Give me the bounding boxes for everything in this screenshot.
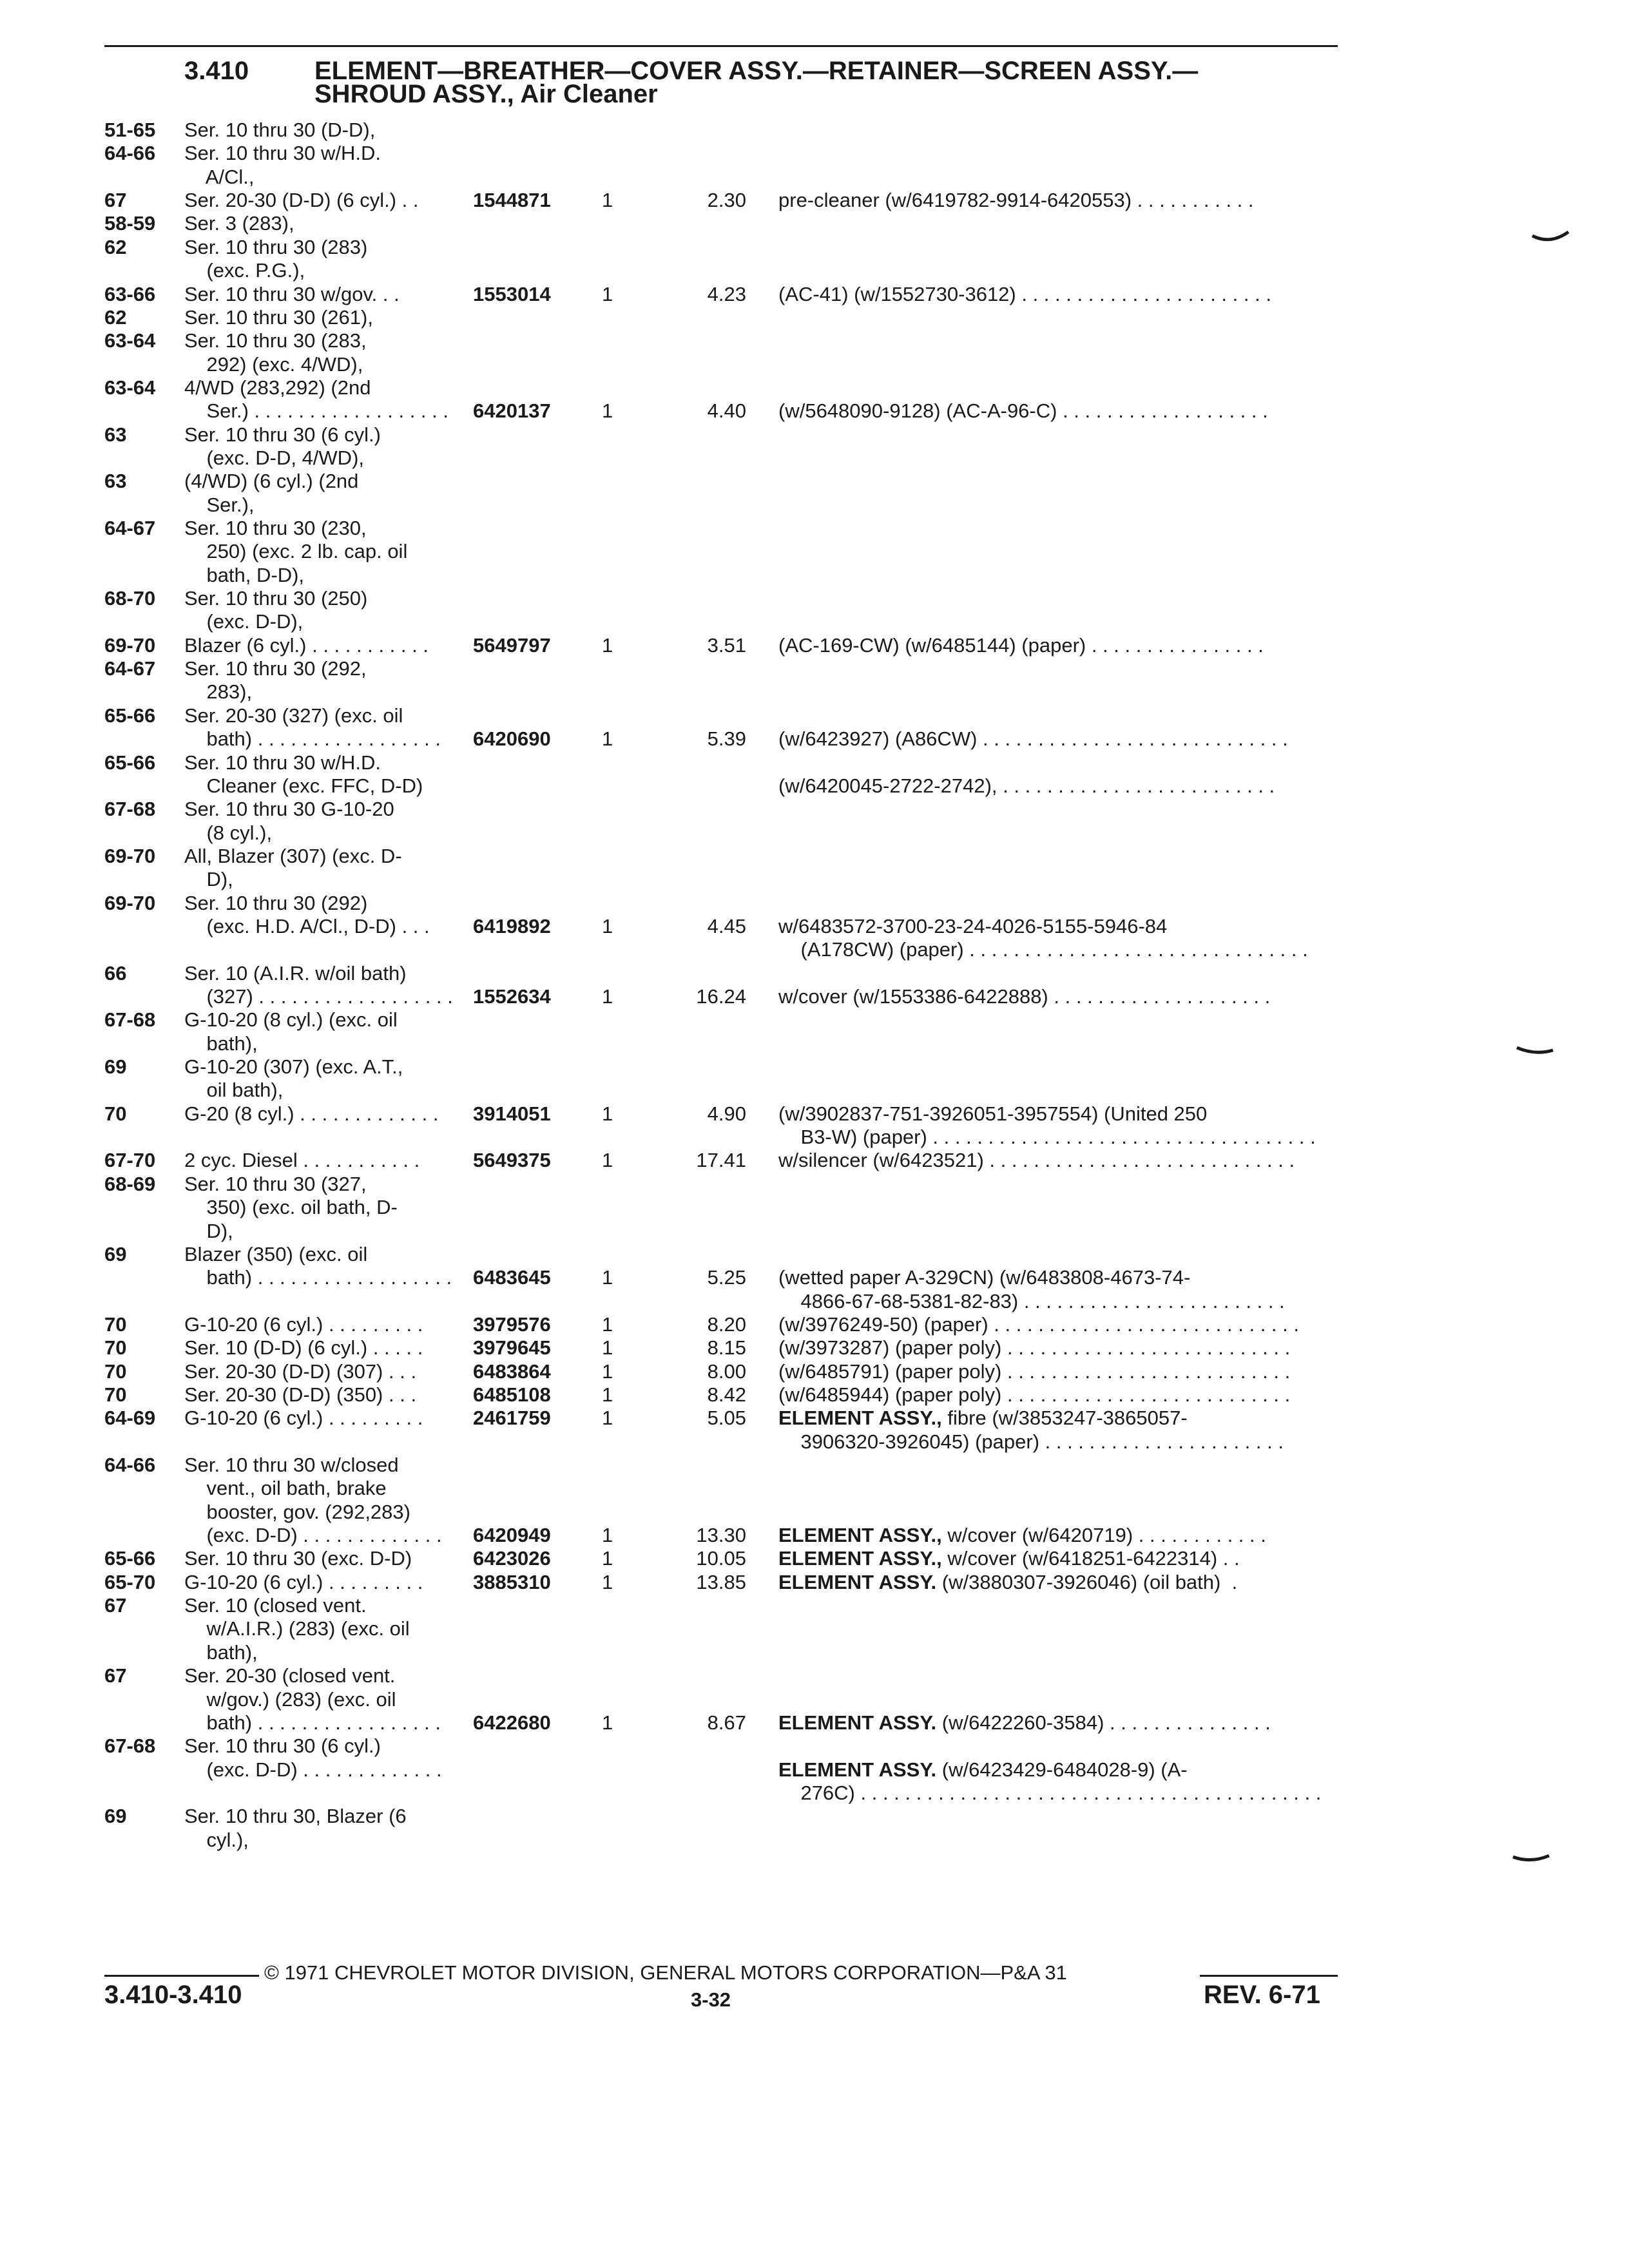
year-range: 67 xyxy=(104,1664,127,1687)
application-text: Ser. 10 thru 30 (283) xyxy=(184,235,368,258)
quantity: 1 xyxy=(602,1336,613,1360)
application-text: Ser. 10 thru 30 (6 cyl.) xyxy=(184,423,381,446)
remarks-heading: ELEMENT ASSY. xyxy=(778,1711,937,1734)
application-text: Ser. 10 thru 30 (exc. D-D) xyxy=(184,1547,412,1570)
application-text: Ser. 10 thru 30 (327, xyxy=(184,1172,367,1195)
binding-mark-3 xyxy=(1512,1853,1550,1866)
application-text: Ser. 20-30 (D-D) (307) . . . xyxy=(184,1360,417,1383)
year-range: 63-66 xyxy=(104,282,156,305)
application-text: Ser. 10 thru 30 (6 cyl.) xyxy=(184,1735,381,1758)
part-number: 1553014 xyxy=(473,282,551,305)
remarks-detail: w/cover (w/6420719) . . . . . . . . . . . . xyxy=(941,1524,1266,1546)
list-price: 10.05 xyxy=(696,1547,746,1570)
list-price: 5.39 xyxy=(707,727,746,751)
footer-rule-right xyxy=(1200,1975,1338,1977)
application-text: Ser. 10 (A.I.R. w/oil bath) xyxy=(184,961,407,985)
quantity: 1 xyxy=(602,1266,613,1289)
remarks-text: (w/3973287) (paper poly) . . . . . . . . . . . . . . . . . . . . . . . . . . xyxy=(778,1336,1291,1360)
list-price: 8.67 xyxy=(707,1711,746,1734)
remarks-text: (w/6485944) (paper poly) . . . . . . . . . . . . . . . . . . . . . . . . . . xyxy=(778,1383,1291,1406)
application-text: Ser. 20-30 (closed vent. xyxy=(184,1664,396,1687)
remarks-text: 276C) . . . . . . . . . . . . . . . . . . . . . . . . . . . . . . . . . . . . . . . . . . xyxy=(778,1781,1322,1804)
application-text: bath), xyxy=(184,1032,258,1055)
part-number: 6422680 xyxy=(473,1711,551,1734)
year-range: 63 xyxy=(104,423,127,446)
list-price: 4.90 xyxy=(707,1102,746,1125)
remarks-text: (A178CW) (paper) . . . . . . . . . . . . . . . . . . . . . . . . . . . . . . . xyxy=(778,938,1308,961)
application-text: Blazer (6 cyl.) . . . . . . . . . . . xyxy=(184,633,429,657)
remarks-detail: (w/6422260-3584) . . . . . . . . . . . . . . . xyxy=(936,1711,1271,1734)
application-text: Ser. 10 thru 30 G-10-20 xyxy=(184,798,394,821)
part-number: 5649797 xyxy=(473,633,551,657)
application-text: w/A.I.R.) (283) (exc. oil xyxy=(184,1617,410,1640)
list-price: 4.40 xyxy=(707,399,746,423)
application-text: Ser. 10 thru 30 (292) xyxy=(184,891,368,914)
list-price: 13.30 xyxy=(696,1524,746,1546)
remarks-heading: ELEMENT ASSY., xyxy=(778,1547,942,1570)
part-number: 3979576 xyxy=(473,1312,551,1336)
application-text: All, Blazer (307) (exc. D- xyxy=(184,844,402,867)
footer-rule-left xyxy=(104,1975,259,1977)
part-number: 1552634 xyxy=(473,985,551,1008)
year-range: 68-69 xyxy=(104,1172,156,1195)
quantity: 1 xyxy=(602,1711,613,1734)
remarks-text: w/cover (w/1553386-6422888) . . . . . . . . . . . . . . . . . . . . xyxy=(778,985,1271,1008)
year-range: 70 xyxy=(104,1102,127,1125)
application-text: Ser. 10 thru 30 w/gov. . . xyxy=(184,282,400,305)
year-range: 64-66 xyxy=(104,142,156,165)
year-range: 69 xyxy=(104,1805,127,1828)
quantity: 1 xyxy=(602,1102,613,1125)
application-text: (327) . . . . . . . . . . . . . . . . . . xyxy=(184,985,453,1008)
quantity: 1 xyxy=(602,1149,613,1172)
remarks-text: (AC-169-CW) (w/6485144) (paper) . . . . . . . . . . . . . . . . xyxy=(778,633,1264,657)
remarks-text: 4866-67-68-5381-82-83) . . . . . . . . . . . . . . . . . . . . . . . . xyxy=(778,1289,1285,1312)
year-range: 69-70 xyxy=(104,891,156,914)
year-range: 65-70 xyxy=(104,1570,156,1593)
application-text: Ser. 20-30 (327) (exc. oil xyxy=(184,704,403,727)
application-text: G-10-20 (6 cyl.) . . . . . . . . . xyxy=(184,1312,423,1336)
quantity: 1 xyxy=(602,189,613,212)
application-text: (exc. D-D) . . . . . . . . . . . . . xyxy=(184,1758,442,1781)
year-range: 65-66 xyxy=(104,1547,156,1570)
year-range: 62 xyxy=(104,305,127,329)
quantity: 1 xyxy=(602,1570,613,1593)
remarks-text: 3906320-3926045) (paper) . . . . . . . . . . . . . . . . . . . . . . xyxy=(778,1430,1284,1453)
year-range: 66 xyxy=(104,961,127,985)
year-range: 70 xyxy=(104,1336,127,1360)
list-price: 17.41 xyxy=(696,1149,746,1172)
section-title-line2: SHROUD ASSY., Air Cleaner xyxy=(314,80,658,108)
application-text: A/Cl., xyxy=(184,165,255,188)
application-text: G-20 (8 cyl.) . . . . . . . . . . . . . xyxy=(184,1102,439,1125)
year-range: 64-67 xyxy=(104,517,156,539)
year-range: 69-70 xyxy=(104,633,156,657)
application-text: Ser. 10 thru 30, Blazer (6 xyxy=(184,1805,407,1828)
application-text: bath), xyxy=(184,1640,258,1664)
year-range: 70 xyxy=(104,1383,127,1406)
year-range: 63-64 xyxy=(104,329,156,352)
footer-copyright: © 1971 CHEVROLET MOTOR DIVISION, GENERAL MOTORS CORPORATION—P&A 31 xyxy=(264,1961,1067,1984)
application-text: 283), xyxy=(184,680,253,704)
year-range: 65-66 xyxy=(104,751,156,774)
application-text: w/gov.) (283) (exc. oil xyxy=(184,1687,396,1711)
part-number: 3914051 xyxy=(473,1102,551,1125)
list-price: 3.51 xyxy=(707,633,746,657)
remarks-text xyxy=(778,1758,1188,1782)
year-range: 64-66 xyxy=(104,1454,156,1476)
part-number: 6483864 xyxy=(473,1360,551,1383)
footer-page-number: 3-32 xyxy=(691,1988,731,2011)
part-number: 2461759 xyxy=(473,1407,551,1430)
application-text: 350) (exc. oil bath, D- xyxy=(184,1196,398,1219)
list-price: 4.45 xyxy=(707,914,746,937)
remarks-text xyxy=(778,1547,1240,1570)
year-range: 67-68 xyxy=(104,1008,156,1032)
application-text: cyl.), xyxy=(184,1828,249,1851)
year-range: 64-67 xyxy=(104,657,156,680)
application-text: Ser. 20-30 (D-D) (350) . . . xyxy=(184,1383,417,1406)
application-text: G-10-20 (8 cyl.) (exc. oil xyxy=(184,1008,398,1032)
application-text: Ser. 10 thru 30 (250) xyxy=(184,587,368,610)
application-text: Ser. 10 thru 30 (283, xyxy=(184,329,367,352)
remarks-text: pre-cleaner (w/6419782-9914-6420553) . . . . . . . . . . . xyxy=(778,189,1254,212)
application-text: Ser. 10 thru 30 (230, xyxy=(184,517,367,539)
year-range: 70 xyxy=(104,1312,127,1336)
list-price: 2.30 xyxy=(707,189,746,212)
remarks-text: w/silencer (w/6423521) . . . . . . . . . . . . . . . . . . . . . . . . . . . . xyxy=(778,1149,1295,1172)
application-text: (exc. D-D), xyxy=(184,610,304,633)
year-range: 62 xyxy=(104,235,127,258)
part-number: 6420949 xyxy=(473,1524,551,1546)
application-text: 4/WD (283,292) (2nd xyxy=(184,376,371,399)
list-price: 5.25 xyxy=(707,1266,746,1289)
part-number: 6485108 xyxy=(473,1383,551,1406)
application-text: 292) (exc. 4/WD), xyxy=(184,352,363,376)
quantity: 1 xyxy=(602,985,613,1008)
part-number: 6483645 xyxy=(473,1266,551,1289)
binding-mark-2 xyxy=(1516,1045,1554,1058)
list-price: 8.42 xyxy=(707,1383,746,1406)
application-text: bath, D-D), xyxy=(184,563,305,586)
year-range: 69 xyxy=(104,1055,127,1078)
section-number: 3.410 xyxy=(184,57,249,85)
application-text: (exc. D-D) . . . . . . . . . . . . . xyxy=(184,1524,442,1546)
remarks-detail: (w/3880307-3926046) (oil bath) . xyxy=(936,1570,1238,1593)
part-number: 6420137 xyxy=(473,399,551,423)
remarks-heading: ELEMENT ASSY., xyxy=(778,1407,942,1430)
binding-mark-1 xyxy=(1531,231,1570,246)
application-text: (4/WD) (6 cyl.) (2nd xyxy=(184,470,359,493)
quantity: 1 xyxy=(602,399,613,423)
application-text: Ser. 10 thru 30 w/H.D. xyxy=(184,751,381,774)
remarks-text: (w/6485791) (paper poly) . . . . . . . . . . . . . . . . . . . . . . . . . . xyxy=(778,1360,1291,1383)
remarks-text xyxy=(778,1407,1188,1430)
quantity: 1 xyxy=(602,1312,613,1336)
remarks-text xyxy=(778,1524,1266,1547)
remarks-heading: ELEMENT ASSY. xyxy=(778,1758,937,1781)
year-range: 69-70 xyxy=(104,844,156,867)
quantity: 1 xyxy=(602,1547,613,1570)
footer-revision: REV. 6-71 xyxy=(1204,1981,1320,2009)
list-price: 8.15 xyxy=(707,1336,746,1360)
remarks-text: (w/3976249-50) (paper) . . . . . . . . . . . . . . . . . . . . . . . . . . . . xyxy=(778,1312,1299,1336)
year-range: 63-64 xyxy=(104,376,156,399)
application-text: (exc. D-D, 4/WD), xyxy=(184,446,364,469)
application-text: Ser. 10 thru 30 w/H.D. xyxy=(184,142,381,165)
list-price: 13.85 xyxy=(696,1570,746,1593)
year-range: 64-69 xyxy=(104,1407,156,1430)
remarks-detail: w/cover (w/6418251-6422314) . . xyxy=(941,1547,1240,1570)
application-text: D), xyxy=(184,868,233,891)
application-text: G-10-20 (6 cyl.) . . . . . . . . . xyxy=(184,1570,423,1593)
part-number: 3979645 xyxy=(473,1336,551,1360)
part-number: 5649375 xyxy=(473,1149,551,1172)
year-range: 67-70 xyxy=(104,1149,156,1172)
application-text: Ser. 10 thru 30 (261), xyxy=(184,305,373,329)
application-text: bath) . . . . . . . . . . . . . . . . . xyxy=(184,1711,441,1734)
part-number: 6420690 xyxy=(473,727,551,751)
list-price: 8.20 xyxy=(707,1312,746,1336)
remarks-detail: fibre (w/3853247-3865057- xyxy=(941,1407,1188,1430)
application-text: D), xyxy=(184,1219,233,1242)
remarks-text xyxy=(778,1711,1271,1735)
year-range: 70 xyxy=(104,1360,127,1383)
application-text: bath) . . . . . . . . . . . . . . . . . . xyxy=(184,1266,452,1289)
application-text: Ser.) . . . . . . . . . . . . . . . . . . xyxy=(184,399,448,423)
list-price: 16.24 xyxy=(696,985,746,1008)
remarks-text: (w/6420045-2722-2742), . . . . . . . . . . . . . . . . . . . . . . . . . xyxy=(778,774,1275,797)
remarks-text: B3-W) (paper) . . . . . . . . . . . . . . . . . . . . . . . . . . . . . . . . . . . xyxy=(778,1126,1316,1148)
application-text: Ser. 20-30 (D-D) (6 cyl.) . . xyxy=(184,189,419,212)
remarks-text: (w/6423927) (A86CW) . . . . . . . . . . . . . . . . . . . . . . . . . . . . xyxy=(778,727,1288,751)
application-text: G-10-20 (6 cyl.) . . . . . . . . . xyxy=(184,1407,423,1430)
remarks-text xyxy=(778,1571,1237,1594)
remarks-detail: (w/6423429-6484028-9) (A- xyxy=(936,1758,1188,1781)
remarks-text: (wetted paper A-329CN) (w/6483808-4673-74- xyxy=(778,1266,1191,1289)
remarks-heading: ELEMENT ASSY., xyxy=(778,1524,942,1546)
application-text: Ser.), xyxy=(184,493,255,516)
application-text: (exc. P.G.), xyxy=(184,259,305,282)
year-range: 67 xyxy=(104,189,127,212)
part-number: 6419892 xyxy=(473,914,551,937)
year-range: 67-68 xyxy=(104,798,156,821)
application-text: (exc. H.D. A/Cl., D-D) . . . xyxy=(184,914,430,937)
part-number: 6423026 xyxy=(473,1547,551,1570)
application-text: Ser. 10 (closed vent. xyxy=(184,1594,367,1617)
year-range: 65-66 xyxy=(104,704,156,727)
list-price: 4.23 xyxy=(707,282,746,305)
year-range: 63 xyxy=(104,470,127,493)
quantity: 1 xyxy=(602,1383,613,1406)
application-text: Ser. 10 (D-D) (6 cyl.) . . . . . xyxy=(184,1336,423,1360)
quantity: 1 xyxy=(602,1524,613,1546)
application-text: Blazer (350) (exc. oil xyxy=(184,1242,368,1265)
part-number: 3885310 xyxy=(473,1570,551,1593)
remarks-heading: ELEMENT ASSY. xyxy=(778,1570,937,1593)
application-text: (8 cyl.), xyxy=(184,821,273,844)
application-text: Ser. 10 thru 30 (D-D), xyxy=(184,119,376,141)
quantity: 1 xyxy=(602,633,613,657)
year-range: 51-65 xyxy=(104,119,156,141)
quantity: 1 xyxy=(602,914,613,937)
remarks-text: w/6483572-3700-23-24-4026-5155-5946-84 xyxy=(778,914,1168,937)
application-text: 2 cyc. Diesel . . . . . . . . . . . xyxy=(184,1149,420,1172)
year-range: 58-59 xyxy=(104,212,156,235)
remarks-text: (w/5648090-9128) (AC-A-96-C) . . . . . . . . . . . . . . . . . . . xyxy=(778,399,1268,423)
application-text: Ser. 10 thru 30 (292, xyxy=(184,657,367,680)
quantity: 1 xyxy=(602,1407,613,1430)
list-price: 5.05 xyxy=(707,1407,746,1430)
remarks-text: (w/3902837-751-3926051-3957554) (United 250 xyxy=(778,1102,1208,1125)
year-range: 67-68 xyxy=(104,1735,156,1758)
list-price: 8.00 xyxy=(707,1360,746,1383)
quantity: 1 xyxy=(602,282,613,305)
application-text: bath) . . . . . . . . . . . . . . . . . xyxy=(184,727,441,751)
year-range: 68-70 xyxy=(104,587,156,610)
application-text: 250) (exc. 2 lb. cap. oil xyxy=(184,540,408,563)
quantity: 1 xyxy=(602,727,613,751)
footer-section-range: 3.410-3.410 xyxy=(104,1981,242,2009)
application-text: G-10-20 (307) (exc. A.T., xyxy=(184,1055,403,1078)
application-text: Ser. 10 thru 30 w/closed xyxy=(184,1454,399,1476)
section-title-line1: ELEMENT—BREATHER—COVER ASSY.—RETAINER—SCREEN ASSY.— xyxy=(314,57,1199,85)
part-number: 1544871 xyxy=(473,189,551,212)
application-text: Cleaner (exc. FFC, D-D) xyxy=(184,774,423,797)
quantity: 1 xyxy=(602,1360,613,1383)
application-text: Ser. 3 (283), xyxy=(184,212,294,235)
application-text: vent., oil bath, brake xyxy=(184,1477,387,1500)
application-text: booster, gov. (292,283) xyxy=(184,1500,410,1523)
year-range: 67 xyxy=(104,1594,127,1617)
remarks-text: (AC-41) (w/1552730-3612) . . . . . . . . . . . . . . . . . . . . . . . xyxy=(778,282,1271,305)
year-range: 69 xyxy=(104,1242,127,1265)
application-text: oil bath), xyxy=(184,1079,284,1102)
